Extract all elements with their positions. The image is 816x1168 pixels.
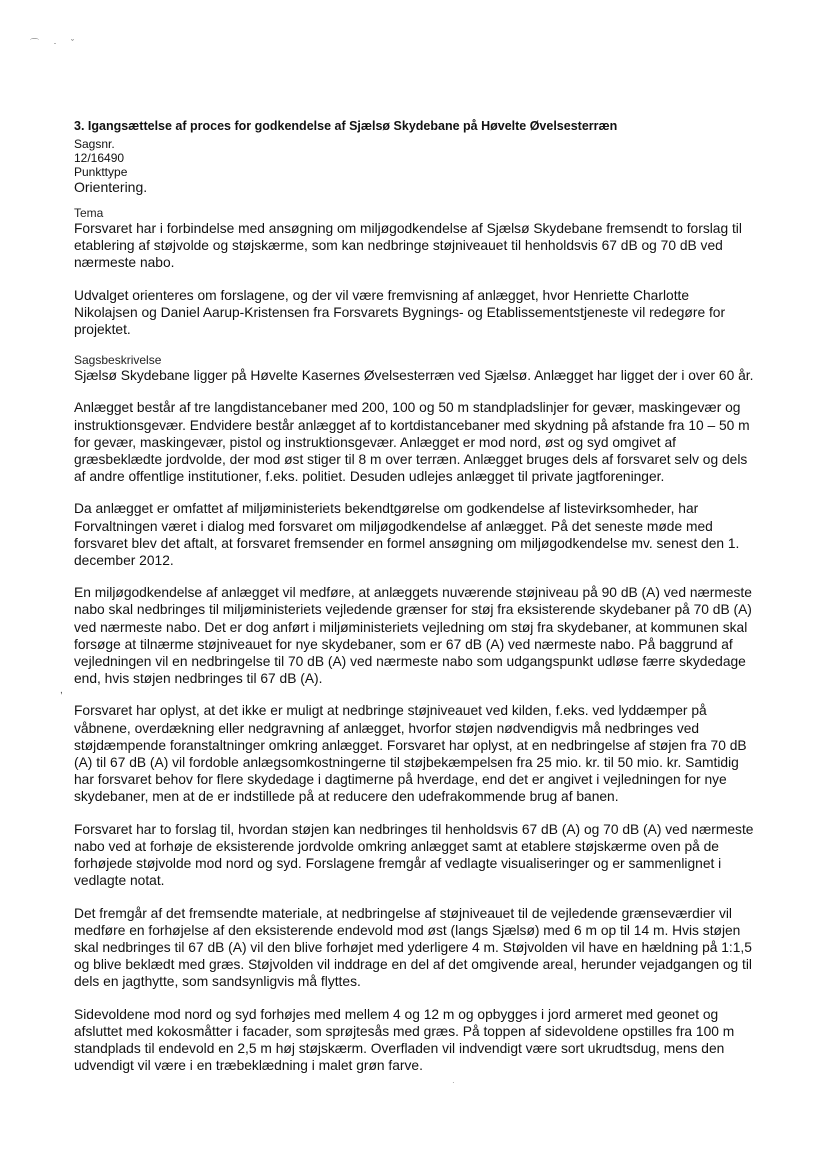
scan-footer-speck: · [452,1078,455,1087]
sagsbeskrivelse-paragraph: Sidevoldene mod nord og syd forhøjes med mellem 4 og 12 m og opbygges i jord armeret med geonet og afsluttet med kokosmåtter i facader, som sprøjtesås med græs. På toppen af sidevoldene opstilles fra 100 m standplads til endevold en 2,5 m høj støjskærm. Overfladen vil indvendigt være sort ukrudtsdug, mens den udvendigt vil være i en træbeklædning i malet grøn farve. [74,1006,735,1074]
agenda-item-heading: 3. Igangsættelse af proces for godkendelse af Sjælsø Skydebane på Høvelte Øvelsesterræn [74,119,618,133]
punkttype-value: Orientering. [74,179,148,195]
sagsnr-label: Sagsnr. [74,137,115,151]
punkttype-label: Punkttype [74,165,128,179]
scan-artifact-marks: ⌒ · ˇ [30,38,80,48]
sagsbeskrivelse-paragraph: Forsvaret har oplyst, at det ikke er muligt at nedbringe støjniveauet ved kilden, f.eks. ved lyddæmper på våbnene, overdækning eller nedgravning af anlægget, hvorfor støjen nødvendigvis må nedbringes ved støjdæmpende foranstaltninger omkring anlægget. Forsvaret har oplyst, at en nedbringelse af støjen fra 70 dB (A) til 67 dB (A) vil fordoble anlægsomkostningerne til støjbekæmpelsen fra 25 mio. kr. til 50 mio. kr. Samtidig har forsvaret behov for flere skydedage i dagtimerne på hverdage, end det er angivet i vejledningen for nye skydebaner, men at de er indstillede på at reducere den udefrakommende brug af banen. [74,703,747,805]
sagsbeskrivelse-label: Sagsbeskrivelse [74,353,162,368]
sagsbeskrivelse-paragraph: Anlægget består af tre langdistancebaner med 200, 100 og 50 m standpladslinjer for gevær, maskingevær og instruktionsgevær. Endvidere består anlægget af to kortdistancebaner med skydning på afstande fra 10 – 50 m for gevær, maskingevær, pistol og instruktionsgevær. Anlægget er mod nord, øst og syd omgivet af græsbeklædte jordvolde, der mod øst stiger til 8 m over terræn. Anlægget bruges dels af forsvaret selv og dels af andre offentlige institutioner, f.eks. politiet. Desuden udlejes anlægget til private jagtforeninger. [74,400,750,485]
sagsnr-value: 12/16490 [74,151,125,165]
document-page [74,118,756,1089]
scan-margin-mark: , [60,685,63,696]
sagsbeskrivelse-paragraph: Forsvaret har to forslag til, hvordan støjen kan nedbringes til henholdsvis 67 dB (A) og 70 dB (A) ved nærmeste nabo ved at forhøje de eksisterende jordvolde omkring anlægget samt at etablere støjskærme oven på de forhøjede støjvolde mod nord og syd. Forslagene fremgår af vedlagte visualiseringer og er sammenlignet i vedlagte notat. [74,821,754,889]
sagsbeskrivelse-paragraph: Det fremgår af det fremsendte materiale, at nedbringelse af støjniveauet til de vejledende grænseværdier vil medføre en forhøjelse af den eksisterende endevold mod øst (langs Sjælsø) med 6 m op til 14 m. Hvis støjen skal nedbringes til 67 dB (A) vil den blive forhøjet med yderligere 4 m. Støjvolden vil have en hældning på 1:1,5 og blive beklædt med græs. Støjvolden vil inddrage en del af det omgivende areal, herunder vejadgangen og til dels en jagthytte, som sandsynligvis må flyttes. [74,905,753,990]
sagsbeskrivelse-paragraph: Sjælsø Skydebane ligger på Høvelte Kasernes Øvelsesterræn ved Sjælsø. Anlægget har ligget der i over 60 år. [74,368,754,384]
sagsbeskrivelse-paragraph: Da anlægget er omfattet af miljøministeriets bekendtgørelse om godkendelse af listevirksomheder, har Forvaltningen været i dialog med forsvaret om miljøgodkendelse af anlægget. På det seneste møde med forsvaret blev det aftalt, at forsvaret fremsender en formel ansøgning om miljøgodkendelse mv. senest den 1. december 2012. [74,501,740,569]
tema-label: Tema [74,206,104,220]
tema-paragraph: Forsvaret har i forbindelse med ansøgning om miljøgodkendelse af Sjælsø Skydebane fremsendt to forslag til etablering af støjvolde og støjskærme, som kan nedbringe støjniveauet til henholdsvis 67 dB og 70 dB ved nærmeste nabo. [74,221,742,271]
sagsbeskrivelse-paragraph: En miljøgodkendelse af anlægget vil medføre, at anlæggets nuværende støjniveau på 90 dB (A) ved nærmeste nabo skal nedbringes til miljøministeriets vejledende grænser for støj fra eksisterende skydebaner på 70 dB (A) ved nærmeste nabo. Det er dog anført i miljøministeriets vejledning om støj fra skydebaner, at kommunen skal forsøge at tilnærme støjniveauet for nye skydebaner, som er 67 dB (A) ved nærmeste nabo. På baggrund af vejledningen vil en nedbringelse til 70 dB (A) ved nærmeste nabo som udgangspunkt udløse færre skydedage end, hvis støjen nedbringes til 67 dB (A). [74,585,752,687]
tema-paragraph: Udvalget orienteres om forslagene, og der vil være fremvisning af anlægget, hvor Henriette Charlotte Nikolajsen og Daniel Aarup-Kristensen fra Forsvarets Bygnings- og Etablissementstjeneste vil redegøre for projektet. [74,287,726,338]
